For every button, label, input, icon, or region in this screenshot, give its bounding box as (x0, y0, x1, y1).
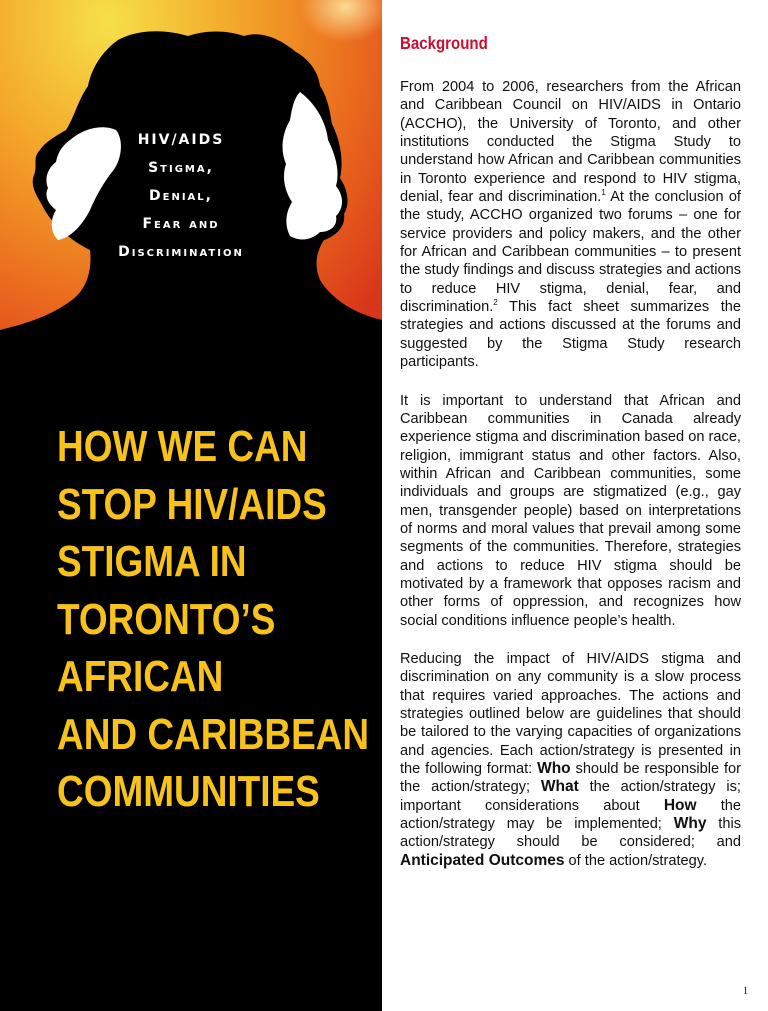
main-title-line: COMMUNITIES (57, 767, 320, 816)
background-section (400, 32, 741, 890)
keyword-who: Who (537, 760, 571, 778)
keyword-why: Why (673, 815, 707, 833)
intro-text-a: From 2004 to 2006, researchers from the African and Caribbean Council on HIV/AIDS in Ontario (ACCHO), the University of Toronto, and other institutions conducted the Stigma Study to understand how African and Caribbean communities in Toronto experience and respond to HIV stigma, denial, fear and discrimination. (400, 79, 741, 206)
main-title-line: STIGMA IN (57, 537, 247, 586)
main-title-line: AFRICAN (57, 652, 224, 701)
overlay-line: Fear and (142, 216, 220, 232)
keyword-what: What (540, 778, 579, 796)
format-text: this action/strategy should be considered; and (400, 816, 741, 851)
keyword-anticipated-outcomes: Anticipated Outcomes (400, 851, 565, 869)
keyword-how: How (663, 796, 697, 814)
main-title-line: STOP HIV/AIDS (57, 479, 327, 529)
overlay-subtitle (90, 126, 272, 266)
overlay-line: HIV/AIDS (137, 132, 225, 148)
paragraph-intro (400, 78, 741, 372)
overlay-line: Stigma, (148, 160, 214, 176)
main-title-line: HOW WE CAN (57, 422, 308, 471)
paragraph-context: It is important to understand that African and Caribbean communities in Canada already experience stigma and discrimination based on race, religion, immigrant status and other factors. Also, within African and Caribbean communities, some individuals and groups are stigmatized (e.g., gay men, transgender people) based on interpretations of norms and moral values that prevail among some segments of the communities. Therefore, strategies and actions to reduce HIV stigma should be motivated by a framework that opposes racism and other forms of oppression, and recognizes how social conditions influence people’s health. (400, 392, 741, 629)
main-title-line: TORONTO’S (57, 594, 276, 644)
section-heading: Background (400, 33, 488, 53)
overlay-line: Denial, (149, 188, 213, 204)
paragraph-format (400, 650, 741, 870)
cover-panel (0, 0, 382, 1011)
format-text: of the action/strategy. (564, 852, 708, 869)
main-title (57, 418, 370, 821)
page-number: 1 (743, 986, 748, 997)
format-text: Reducing the impact of HIV/AIDS stigma and discrimination on any community is a slow process that requires varied approaches. The actions and strategies outlined below are guidelines that should be tailored to the varying capacities of organizations and agencies. Each action/strategy is presented in the following format: (400, 650, 741, 778)
format-text: should be responsible for the action/strategy; (400, 761, 742, 796)
intro-text-b: At the conclusion of the study, ACCHO organized two forums – one for service providers and policy makers, and the other for African and Caribbean communities – to present the study findings and discuss strategies and actions to reduce HIV stigma, denial, fear, and discrimination. (400, 189, 741, 316)
overlay-line: Discrimination (118, 244, 244, 260)
format-text: the action/strategy may be implemented; (400, 797, 741, 833)
footnote-marker: 1 (601, 188, 606, 198)
footnote-marker: 2 (493, 298, 498, 308)
main-title-line: AND CARIBBEAN (57, 709, 370, 759)
format-text: the action/strategy is; important considerations about (400, 779, 741, 814)
intro-text-c: This fact sheet summarizes the strategies and actions discussed at the forums and suggested by the Stigma Study research participants. (400, 299, 741, 371)
